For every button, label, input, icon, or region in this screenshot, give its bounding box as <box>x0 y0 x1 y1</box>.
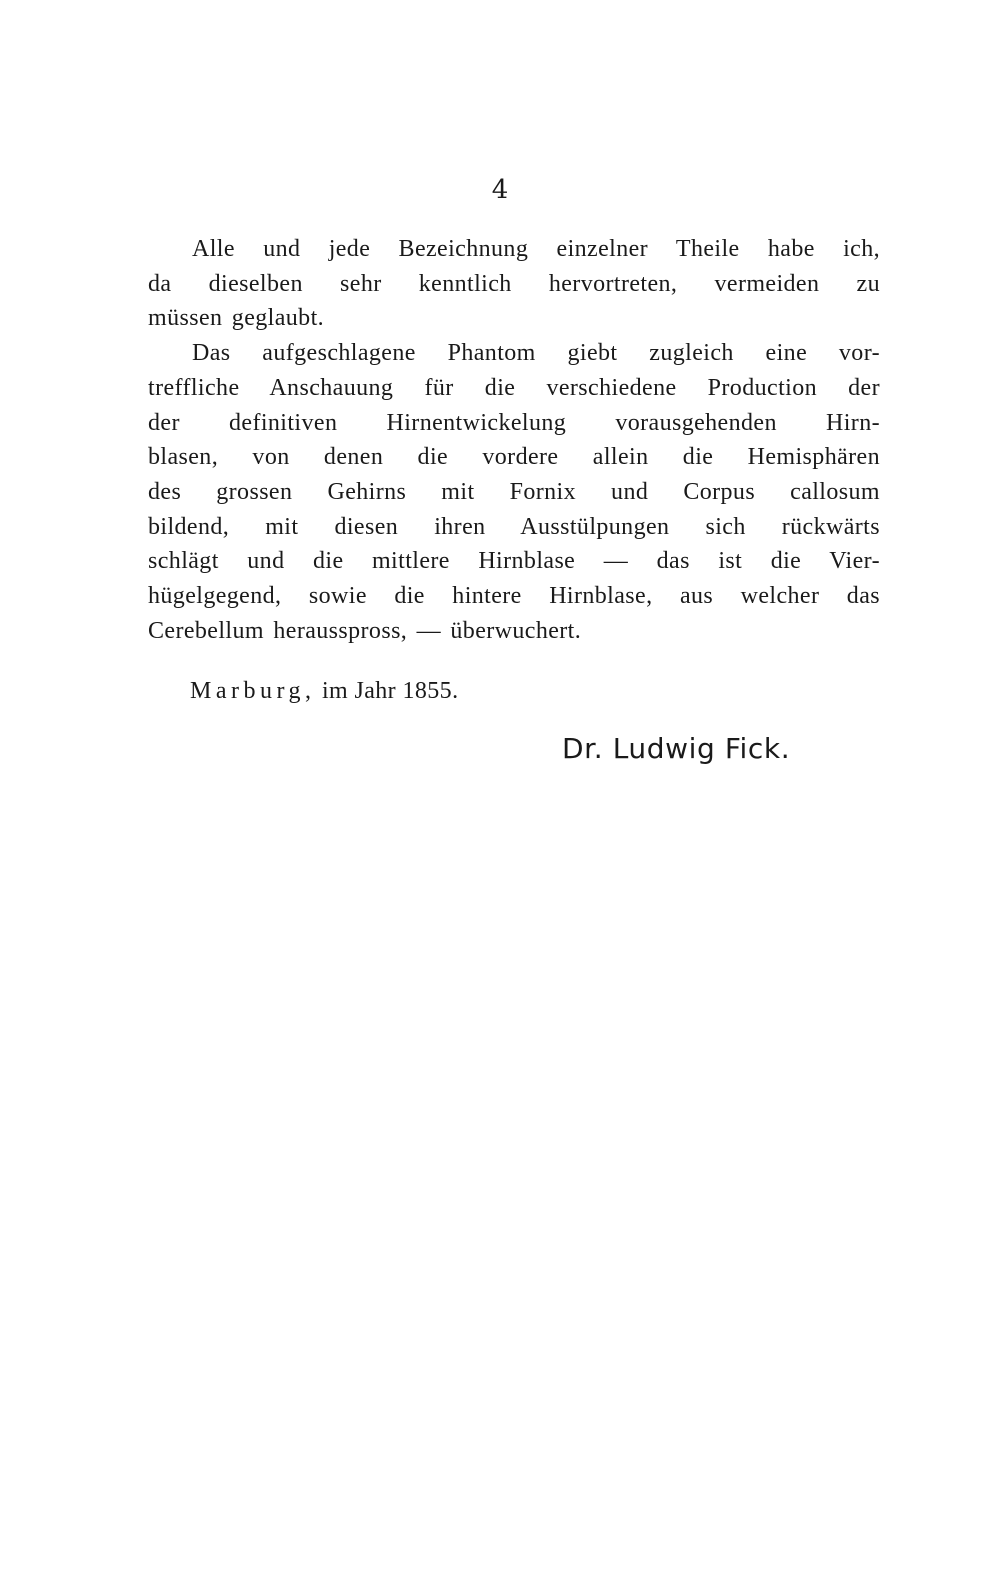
text-line: des grossen Gehirns mit Fornix und Corpus callosum <box>148 478 880 505</box>
text-line: schlägt und die mittlere Hirnblase — das ist die Vier- <box>148 548 880 575</box>
text-line: treffliche Anschauung für die verschiedene Production der <box>148 374 880 401</box>
body-text <box>148 232 880 648</box>
signature: Dr. Ludwig Fick. <box>562 732 791 765</box>
text-line: der definitiven Hirnentwickelung vorausgehenden Hirn- <box>148 409 880 436</box>
text-line: da dieselben sehr kenntlich hervortreten, vermeiden zu <box>148 270 880 297</box>
text-line: hügelgegend, sowie die hintere Hirnblase, aus welcher das <box>148 583 880 610</box>
paragraph-1 <box>148 232 880 336</box>
text-line: blasen, von denen die vordere allein die Hemisphären <box>148 444 880 471</box>
place: Marburg, <box>190 678 316 704</box>
page-number: 4 <box>491 175 509 205</box>
text-line: Das aufgeschlagene Phantom giebt zugleich eine vor- <box>192 340 880 367</box>
date: im Jahr 1855. <box>321 678 459 704</box>
place-and-date <box>190 674 458 708</box>
text-line: müssen geglaubt. <box>148 305 325 332</box>
paragraph-2 <box>148 336 880 648</box>
text-line: Cerebellum herausspross, — überwuchert. <box>148 617 582 644</box>
text-line: Alle und jede Bezeichnung einzelner Theile habe ich, <box>192 236 880 262</box>
text-line: bildend, mit diesen ihren Ausstülpungen sich rückwärts <box>148 513 880 540</box>
